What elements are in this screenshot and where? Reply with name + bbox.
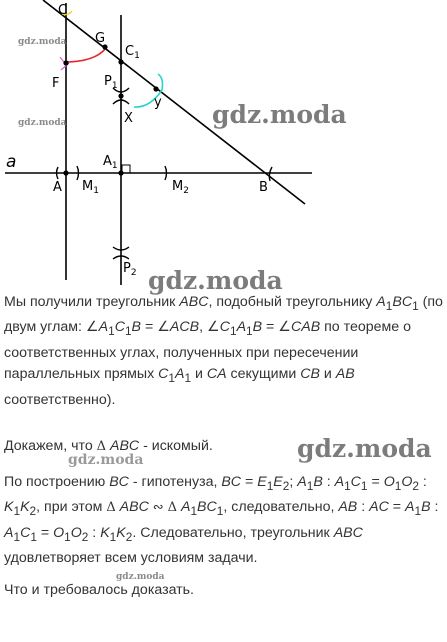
paragraph-qed: Что и требовалось доказать.	[4, 582, 194, 598]
paragraph-similarity: Мы получили треугольник ABC, подобный треугольнику $A_1BC_1$ (по двум углам: $\angle A_1C_1B$ = ∠ACB, $\angle C_1A_1B$ = ∠CAB по теореме о соответственных углах, полученных при пересечении параллельных прямых $C_1A_1$ и CA секущими CB и AB соответственно).	[4, 294, 443, 408]
label-a: A	[53, 180, 62, 195]
arc-p1-cyan	[158, 74, 163, 90]
point-a	[63, 170, 68, 175]
point-c1	[118, 59, 123, 64]
watermark: gdz.moda	[297, 434, 432, 463]
point-a1	[118, 170, 123, 175]
watermark: gdz.moda	[148, 266, 283, 295]
label-p2: $P_2$	[123, 261, 137, 278]
label-c: C	[58, 3, 68, 18]
label-a-line: a	[6, 152, 17, 172]
label-m2: $M_2$	[172, 179, 189, 196]
watermark: gdz.moda	[18, 118, 67, 128]
label-m1: $M_1$	[82, 179, 99, 196]
paragraph-construction: По построению BC - гипотенуза, BC = $E_1E_2$; $A_1B$ : $A_1C_1 = O_1O_2$ : $K_1K_2$, при этом Δ ABC ∾ Δ $A_1BC_1$, следовательно, AB : AC = $A_1B$ : $A_1C_1 = O_1O_2$ : $K_1K_2$. Следовательно, треугольник ABC удовлетворяет всем условиям задачи.	[4, 474, 439, 567]
point-y	[153, 86, 158, 91]
point-f	[63, 60, 68, 65]
label-g: G	[95, 31, 106, 46]
watermark: gdz.moda	[18, 37, 67, 47]
watermark: gdz.moda	[116, 572, 165, 582]
label-b: B	[259, 180, 268, 195]
construction-figure	[0, 0, 447, 290]
watermark: gdz.moda	[68, 452, 144, 468]
label-y: y	[154, 95, 162, 110]
label-x: X	[124, 111, 133, 126]
label-f: F	[52, 76, 60, 91]
label-c1: $C_1$	[125, 44, 140, 61]
arc-fg-red	[64, 48, 106, 62]
paragraph-prove: Докажем, что Δ ABC - искомый.	[4, 438, 213, 454]
point-x	[118, 93, 123, 98]
label-a1: $A_1$	[103, 154, 118, 171]
label-p1: $P_1$	[104, 74, 118, 91]
watermark: gdz.moda	[212, 100, 347, 129]
